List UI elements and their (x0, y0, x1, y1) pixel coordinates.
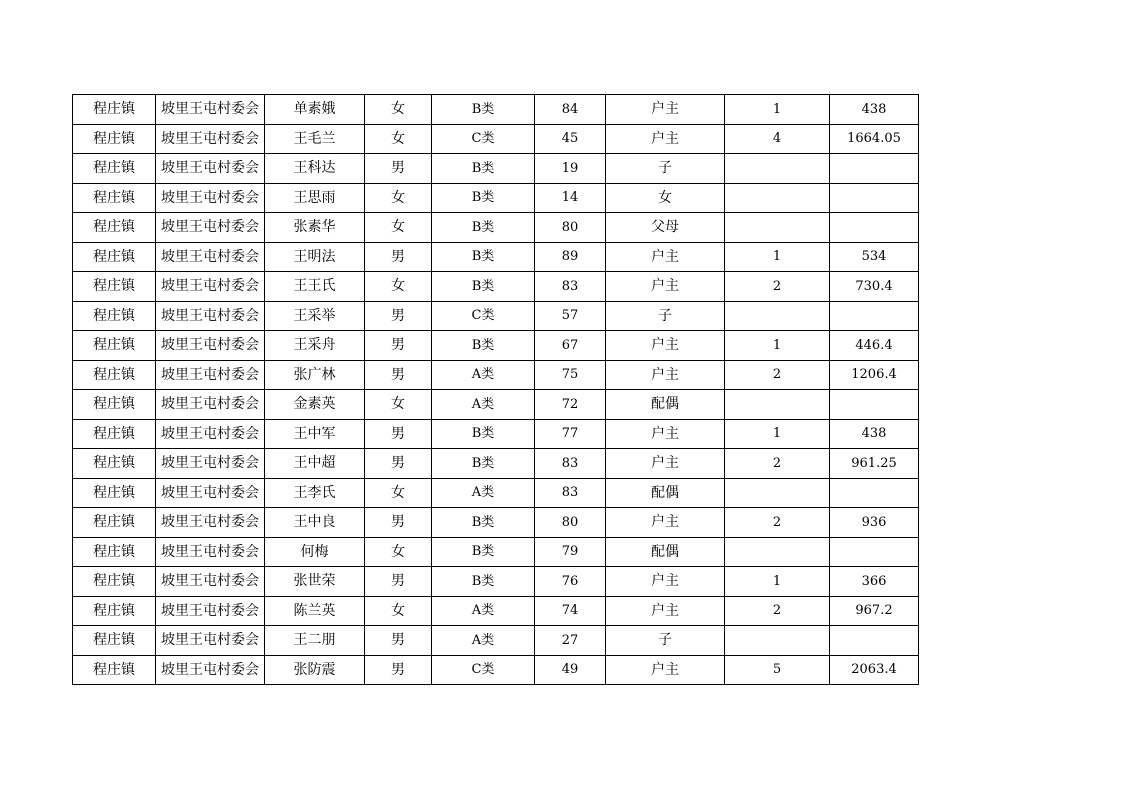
cell-village: 坡里王屯村委会 (156, 95, 265, 125)
cell-name: 王思雨 (265, 183, 365, 213)
cell-amount: 1206.4 (830, 360, 919, 390)
table-row (73, 596, 919, 626)
cell-age: 84 (535, 95, 606, 125)
cell-amount (830, 537, 919, 567)
cell-relation: 户主 (606, 242, 725, 272)
cell-town: 程庄镇 (73, 242, 156, 272)
cell-village: 坡里王屯村委会 (156, 124, 265, 154)
cell-household-size: 1 (725, 242, 830, 272)
cell-relation: 子 (606, 154, 725, 184)
cell-relation: 户主 (606, 124, 725, 154)
cell-gender: 女 (365, 537, 432, 567)
cell-household-size: 2 (725, 596, 830, 626)
cell-gender: 男 (365, 508, 432, 538)
table-body (73, 95, 919, 685)
cell-household-size: 2 (725, 272, 830, 302)
cell-gender: 男 (365, 567, 432, 597)
cell-household-size (725, 154, 830, 184)
cell-town: 程庄镇 (73, 478, 156, 508)
cell-name: 王二朋 (265, 626, 365, 656)
cell-village: 坡里王屯村委会 (156, 567, 265, 597)
cell-gender: 男 (365, 242, 432, 272)
cell-age: 79 (535, 537, 606, 567)
cell-relation: 户主 (606, 95, 725, 125)
cell-gender: 女 (365, 213, 432, 243)
table-row (73, 655, 919, 685)
table-row (73, 272, 919, 302)
cell-category: B类 (432, 419, 535, 449)
cell-amount (830, 154, 919, 184)
cell-gender: 男 (365, 360, 432, 390)
cell-town: 程庄镇 (73, 301, 156, 331)
table-row (73, 213, 919, 243)
cell-category: C类 (432, 301, 535, 331)
cell-village: 坡里王屯村委会 (156, 449, 265, 479)
table-row (73, 301, 919, 331)
cell-name: 王中良 (265, 508, 365, 538)
cell-amount: 366 (830, 567, 919, 597)
cell-amount: 967.2 (830, 596, 919, 626)
cell-gender: 男 (365, 154, 432, 184)
cell-name: 王毛兰 (265, 124, 365, 154)
cell-relation: 户主 (606, 331, 725, 361)
table-row (73, 360, 919, 390)
cell-town: 程庄镇 (73, 124, 156, 154)
cell-town: 程庄镇 (73, 213, 156, 243)
cell-town: 程庄镇 (73, 449, 156, 479)
cell-relation: 户主 (606, 655, 725, 685)
table-row (73, 242, 919, 272)
cell-relation: 户主 (606, 596, 725, 626)
table-row (73, 567, 919, 597)
cell-gender: 女 (365, 478, 432, 508)
cell-amount: 2063.4 (830, 655, 919, 685)
cell-category: B类 (432, 154, 535, 184)
cell-gender: 男 (365, 301, 432, 331)
cell-age: 80 (535, 508, 606, 538)
cell-household-size (725, 390, 830, 420)
cell-household-size: 2 (725, 449, 830, 479)
cell-relation: 配偶 (606, 390, 725, 420)
cell-category: A类 (432, 360, 535, 390)
cell-name: 何梅 (265, 537, 365, 567)
cell-amount: 1664.05 (830, 124, 919, 154)
cell-amount: 446.4 (830, 331, 919, 361)
cell-village: 坡里王屯村委会 (156, 419, 265, 449)
cell-gender: 女 (365, 596, 432, 626)
cell-town: 程庄镇 (73, 508, 156, 538)
cell-relation: 子 (606, 626, 725, 656)
cell-category: B类 (432, 567, 535, 597)
cell-category: A类 (432, 390, 535, 420)
cell-village: 坡里王屯村委会 (156, 626, 265, 656)
cell-name: 王采舟 (265, 331, 365, 361)
cell-village: 坡里王屯村委会 (156, 183, 265, 213)
cell-gender: 男 (365, 449, 432, 479)
cell-age: 77 (535, 419, 606, 449)
cell-gender: 女 (365, 124, 432, 154)
cell-town: 程庄镇 (73, 567, 156, 597)
cell-amount: 534 (830, 242, 919, 272)
cell-amount (830, 478, 919, 508)
cell-age: 83 (535, 272, 606, 302)
cell-town: 程庄镇 (73, 419, 156, 449)
cell-relation: 配偶 (606, 478, 725, 508)
cell-relation: 户主 (606, 272, 725, 302)
table-row (73, 124, 919, 154)
cell-name: 陈兰英 (265, 596, 365, 626)
cell-age: 83 (535, 449, 606, 479)
cell-amount: 438 (830, 419, 919, 449)
table-row (73, 449, 919, 479)
cell-amount (830, 301, 919, 331)
cell-age: 83 (535, 478, 606, 508)
cell-name: 王李氏 (265, 478, 365, 508)
cell-name: 张防震 (265, 655, 365, 685)
cell-household-size: 4 (725, 124, 830, 154)
cell-name: 张世荣 (265, 567, 365, 597)
cell-category: A类 (432, 596, 535, 626)
cell-village: 坡里王屯村委会 (156, 390, 265, 420)
cell-name: 王中军 (265, 419, 365, 449)
cell-village: 坡里王屯村委会 (156, 537, 265, 567)
cell-age: 67 (535, 331, 606, 361)
cell-relation: 配偶 (606, 537, 725, 567)
cell-category: B类 (432, 213, 535, 243)
cell-name: 王王氏 (265, 272, 365, 302)
cell-town: 程庄镇 (73, 272, 156, 302)
cell-category: B类 (432, 449, 535, 479)
cell-relation: 女 (606, 183, 725, 213)
cell-category: C类 (432, 124, 535, 154)
cell-household-size (725, 301, 830, 331)
cell-category: B类 (432, 537, 535, 567)
cell-household-size: 1 (725, 331, 830, 361)
cell-name: 单素娥 (265, 95, 365, 125)
cell-age: 14 (535, 183, 606, 213)
cell-household-size (725, 213, 830, 243)
cell-relation: 子 (606, 301, 725, 331)
cell-amount (830, 183, 919, 213)
cell-town: 程庄镇 (73, 626, 156, 656)
cell-village: 坡里王屯村委会 (156, 508, 265, 538)
table-row (73, 95, 919, 125)
cell-category: B类 (432, 508, 535, 538)
cell-category: B类 (432, 272, 535, 302)
cell-village: 坡里王屯村委会 (156, 360, 265, 390)
cell-town: 程庄镇 (73, 596, 156, 626)
cell-town: 程庄镇 (73, 331, 156, 361)
table-row (73, 331, 919, 361)
cell-gender: 男 (365, 331, 432, 361)
cell-household-size: 1 (725, 419, 830, 449)
cell-household-size: 1 (725, 567, 830, 597)
cell-age: 19 (535, 154, 606, 184)
cell-village: 坡里王屯村委会 (156, 655, 265, 685)
cell-household-size (725, 183, 830, 213)
cell-age: 27 (535, 626, 606, 656)
cell-town: 程庄镇 (73, 154, 156, 184)
data-table (72, 94, 919, 685)
cell-category: A类 (432, 626, 535, 656)
cell-town: 程庄镇 (73, 95, 156, 125)
cell-gender: 男 (365, 626, 432, 656)
table-row (73, 154, 919, 184)
table-row (73, 390, 919, 420)
cell-relation: 户主 (606, 508, 725, 538)
cell-village: 坡里王屯村委会 (156, 242, 265, 272)
cell-category: C类 (432, 655, 535, 685)
cell-category: B类 (432, 242, 535, 272)
cell-age: 74 (535, 596, 606, 626)
cell-village: 坡里王屯村委会 (156, 213, 265, 243)
table-row (73, 626, 919, 656)
cell-category: B类 (432, 183, 535, 213)
table-row (73, 508, 919, 538)
cell-household-size: 1 (725, 95, 830, 125)
cell-gender: 男 (365, 419, 432, 449)
cell-name: 金素英 (265, 390, 365, 420)
cell-age: 45 (535, 124, 606, 154)
cell-name: 张广林 (265, 360, 365, 390)
cell-name: 张素华 (265, 213, 365, 243)
cell-household-size (725, 478, 830, 508)
cell-town: 程庄镇 (73, 390, 156, 420)
cell-amount: 961.25 (830, 449, 919, 479)
cell-household-size: 5 (725, 655, 830, 685)
cell-relation: 户主 (606, 360, 725, 390)
cell-category: A类 (432, 478, 535, 508)
table-row (73, 537, 919, 567)
cell-relation: 户主 (606, 567, 725, 597)
cell-amount (830, 626, 919, 656)
cell-household-size: 2 (725, 360, 830, 390)
cell-gender: 女 (365, 183, 432, 213)
cell-gender: 女 (365, 95, 432, 125)
cell-relation: 户主 (606, 449, 725, 479)
table-row (73, 478, 919, 508)
cell-age: 75 (535, 360, 606, 390)
cell-village: 坡里王屯村委会 (156, 301, 265, 331)
cell-household-size (725, 537, 830, 567)
cell-name: 王科达 (265, 154, 365, 184)
cell-town: 程庄镇 (73, 655, 156, 685)
cell-amount: 936 (830, 508, 919, 538)
cell-amount: 730.4 (830, 272, 919, 302)
cell-relation: 父母 (606, 213, 725, 243)
cell-age: 49 (535, 655, 606, 685)
cell-age: 76 (535, 567, 606, 597)
cell-village: 坡里王屯村委会 (156, 272, 265, 302)
cell-amount: 438 (830, 95, 919, 125)
cell-village: 坡里王屯村委会 (156, 154, 265, 184)
cell-household-size (725, 626, 830, 656)
cell-gender: 女 (365, 390, 432, 420)
cell-relation: 户主 (606, 419, 725, 449)
cell-age: 57 (535, 301, 606, 331)
cell-age: 72 (535, 390, 606, 420)
cell-amount (830, 213, 919, 243)
cell-gender: 男 (365, 655, 432, 685)
cell-name: 王明法 (265, 242, 365, 272)
cell-gender: 女 (365, 272, 432, 302)
cell-town: 程庄镇 (73, 360, 156, 390)
cell-household-size: 2 (725, 508, 830, 538)
cell-town: 程庄镇 (73, 183, 156, 213)
cell-age: 80 (535, 213, 606, 243)
cell-age: 89 (535, 242, 606, 272)
cell-name: 王采举 (265, 301, 365, 331)
cell-category: B类 (432, 95, 535, 125)
table-row (73, 183, 919, 213)
cell-category: B类 (432, 331, 535, 361)
cell-village: 坡里王屯村委会 (156, 331, 265, 361)
table-row (73, 419, 919, 449)
cell-village: 坡里王屯村委会 (156, 478, 265, 508)
cell-village: 坡里王屯村委会 (156, 596, 265, 626)
cell-name: 王中超 (265, 449, 365, 479)
cell-town: 程庄镇 (73, 537, 156, 567)
cell-amount (830, 390, 919, 420)
